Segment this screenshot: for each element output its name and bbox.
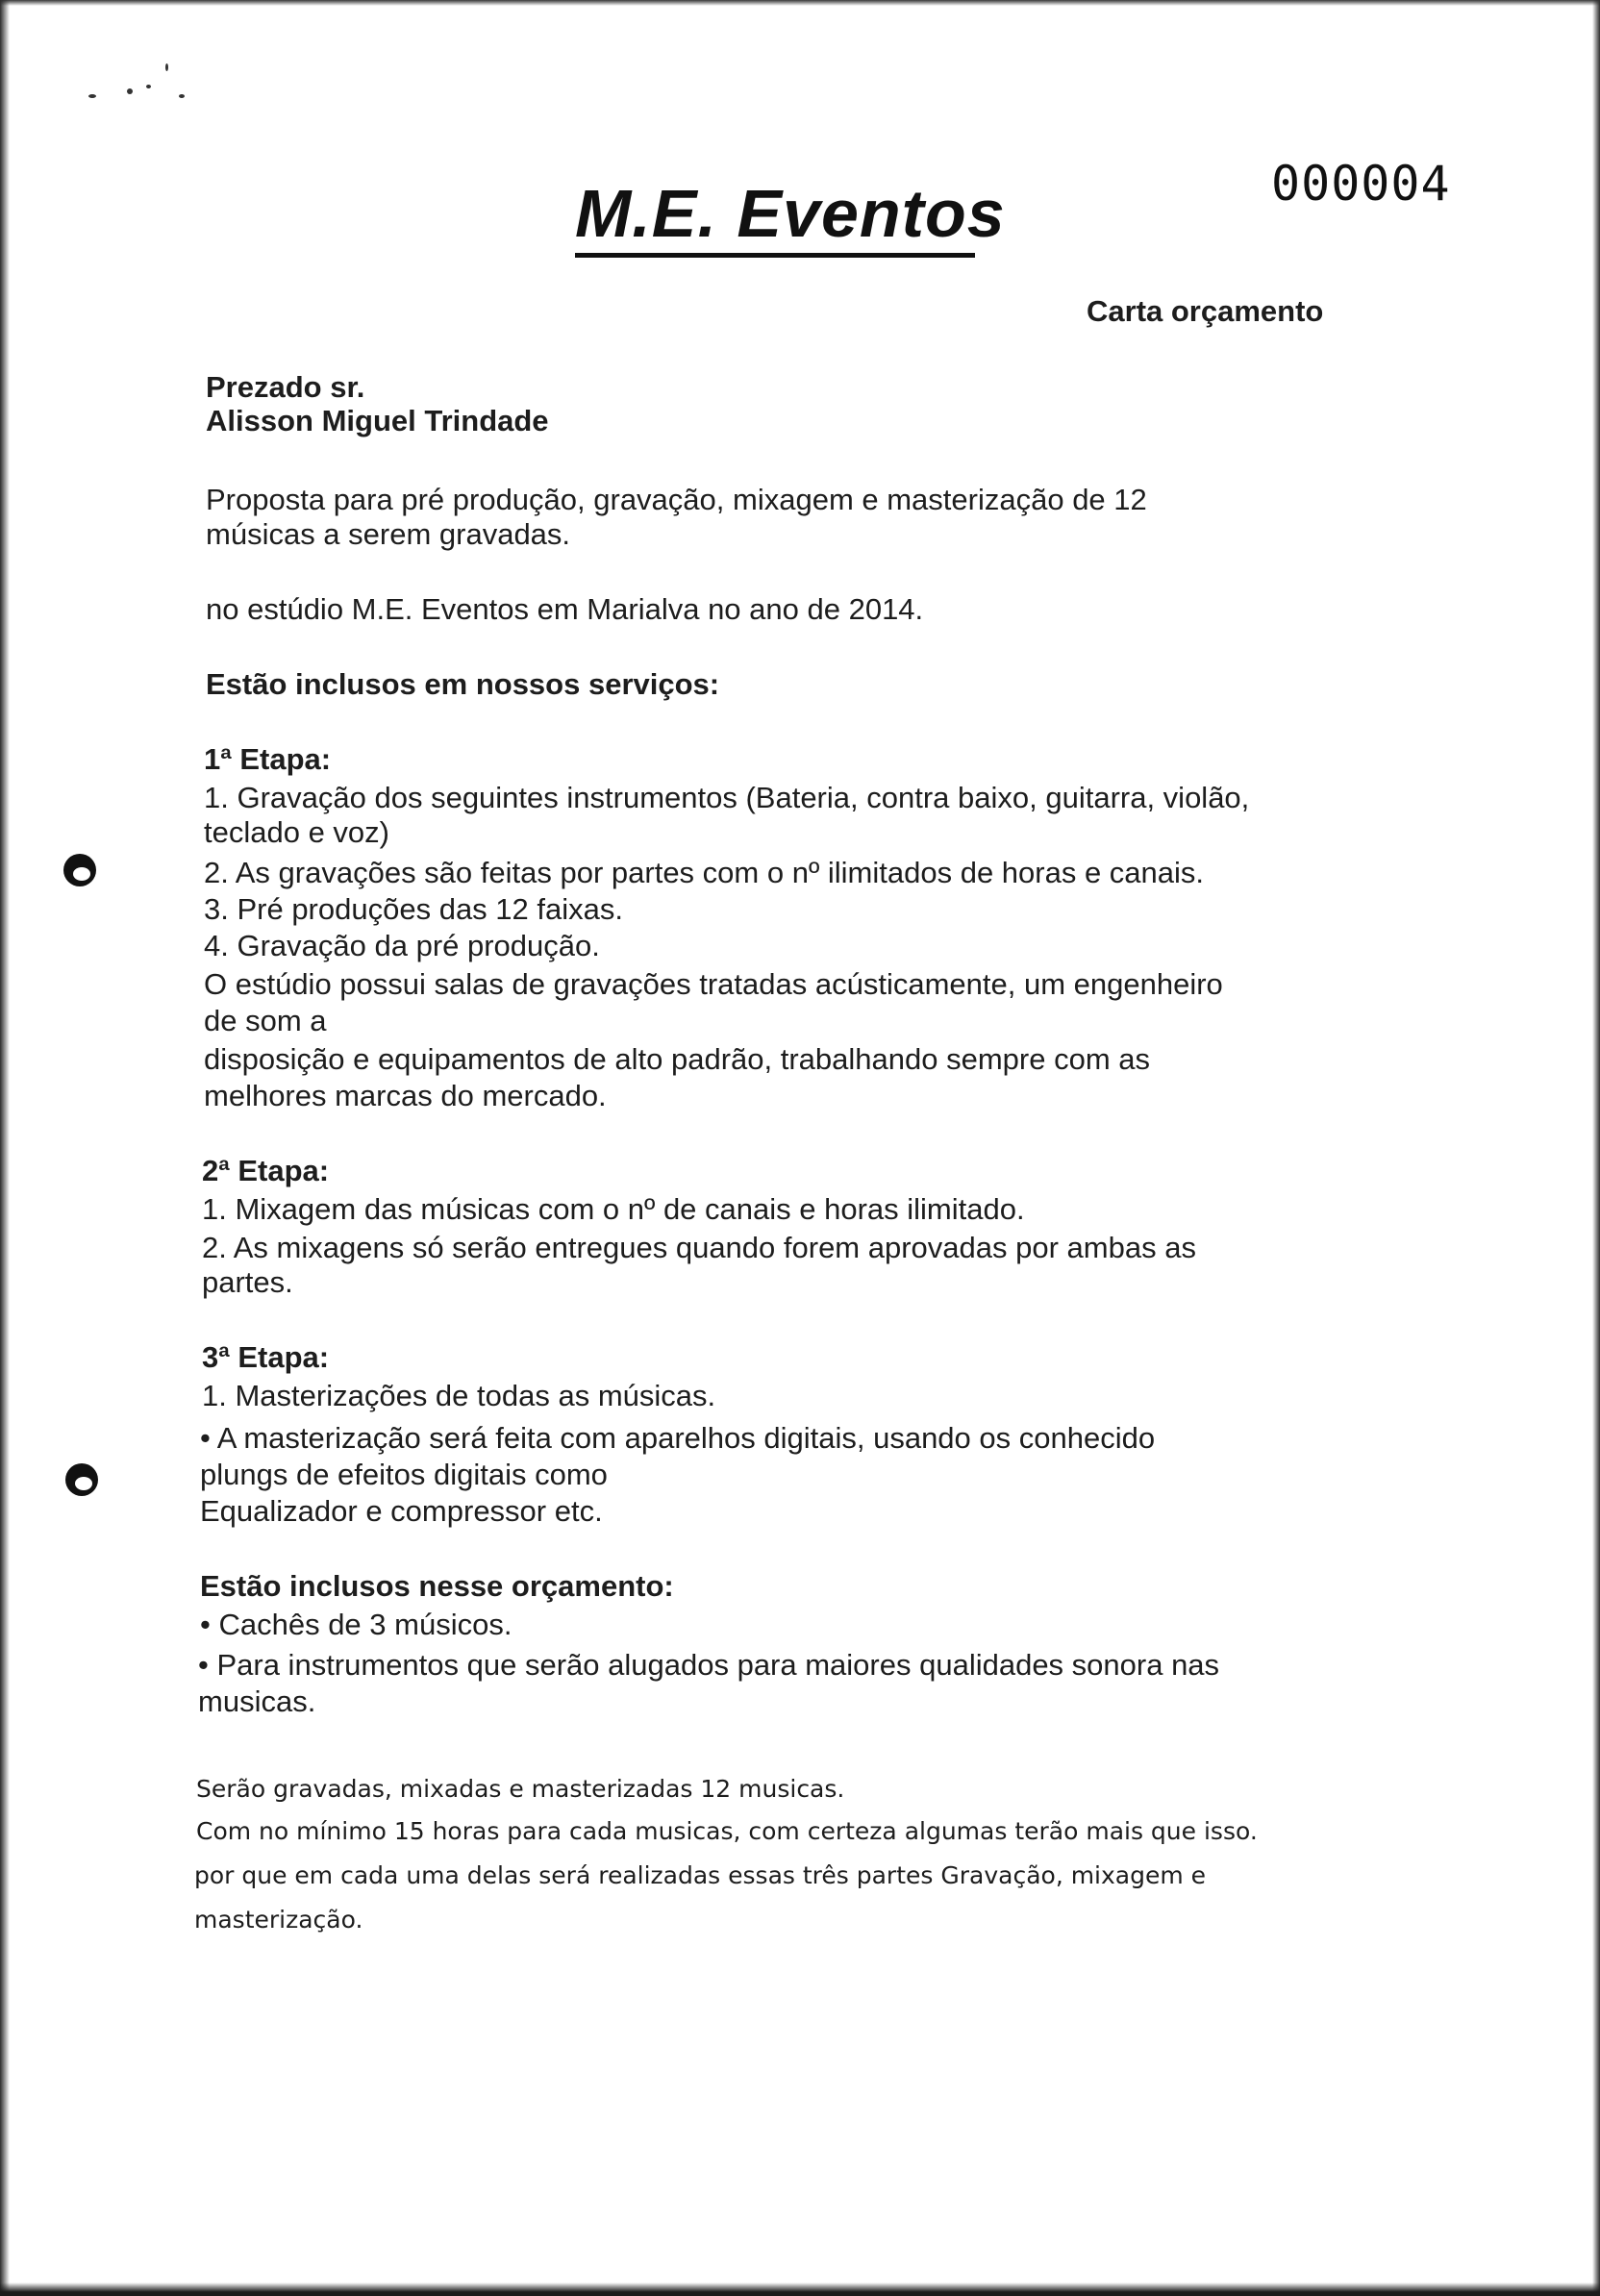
stage3-bullet: Equalizador e compressor etc. [200, 1494, 603, 1528]
stage1-note: O estúdio possui salas de gravações tratadas acústicamente, um engenheiro [204, 967, 1223, 1001]
document-subtitle: Carta orçamento [1087, 294, 1324, 328]
stage3-item: 1. Masterizações de todas as músicas. [202, 1379, 716, 1412]
stage2-item: partes. [202, 1265, 293, 1299]
scan-speck [165, 63, 168, 71]
budget-heading: Estão inclusos nesse orçamento: [200, 1569, 674, 1603]
salutation: Prezado sr. [206, 370, 365, 404]
stage1-item: teclado e voz) [204, 815, 389, 849]
stage3-bullet: plungs de efeitos digitais como [200, 1458, 608, 1491]
stage2-item: 2. As mixagens só serão entregues quando forem aprovadas por ambas as [202, 1231, 1196, 1264]
recipient-name: Alisson Miguel Trindade [206, 404, 549, 437]
intro-line: no estúdio M.E. Eventos em Marialva no ano de 2014. [206, 592, 924, 626]
stage1-note: melhores marcas do mercado. [204, 1079, 607, 1112]
scan-edge-top [0, 0, 1600, 6]
stage1-title: 1ª Etapa: [204, 742, 332, 776]
scan-edge-right [1592, 0, 1600, 2296]
stage3-bullet: • A masterização será feita com aparelhos digitais, usando os conhecido [200, 1421, 1156, 1455]
stage1-item: 1. Gravação dos seguintes instrumentos (Bateria, contra baixo, guitarra, violão, [204, 781, 1250, 814]
budget-bullet: musicas. [198, 1685, 316, 1718]
intro-line: Proposta para pré produção, gravação, mixagem e masterização de 12 [206, 483, 1147, 516]
scan-speck [146, 85, 151, 88]
stage2-title: 2ª Etapa: [202, 1154, 330, 1187]
footer-note: masterização. [194, 1906, 363, 1934]
services-heading: Estão inclusos em nossos serviços: [206, 667, 720, 701]
stage1-note: disposição e equipamentos de alto padrão, trabalhando sempre com as [204, 1042, 1151, 1076]
stage1-item: 4. Gravação da pré produção. [204, 929, 600, 962]
footer-note: por que em cada uma delas será realizadas essas três partes Gravação, mixagem e [194, 1861, 1207, 1889]
footer-note: Serão gravadas, mixadas e masterizadas 12 musicas. [196, 1775, 845, 1803]
scan-speck [127, 88, 133, 94]
scan-speck [179, 94, 185, 98]
document-number: 000004 [1271, 156, 1451, 212]
brand-title: M.E. Eventos [575, 176, 1006, 251]
stage1-item: 3. Pré produções das 12 faixas. [204, 892, 623, 926]
stage1-item: 2. As gravações são feitas por partes com o nº ilimitados de horas e canais. [204, 856, 1205, 889]
stage3-title: 3ª Etapa: [202, 1340, 330, 1374]
stage1-note: de som a [204, 1004, 327, 1037]
scan-edge-bottom [0, 2283, 1600, 2296]
budget-bullet: • Para instrumentos que serão alugados para maiores qualidades sonora nas [198, 1648, 1220, 1682]
stage2-item: 1. Mixagem das músicas com o nº de canais e horas ilimitado. [202, 1192, 1025, 1226]
punch-hole-mark [65, 1463, 98, 1496]
footer-note: Com no mínimo 15 horas para cada musicas, com certeza algumas terão mais que isso. [196, 1817, 1258, 1845]
scan-edge-left [0, 0, 10, 2296]
punch-hole-mark [63, 854, 96, 886]
scan-speck [88, 94, 96, 98]
intro-line: músicas a serem gravadas. [206, 517, 571, 551]
budget-bullet: • Cachês de 3 músicos. [200, 1608, 512, 1641]
brand-underline [575, 253, 975, 258]
